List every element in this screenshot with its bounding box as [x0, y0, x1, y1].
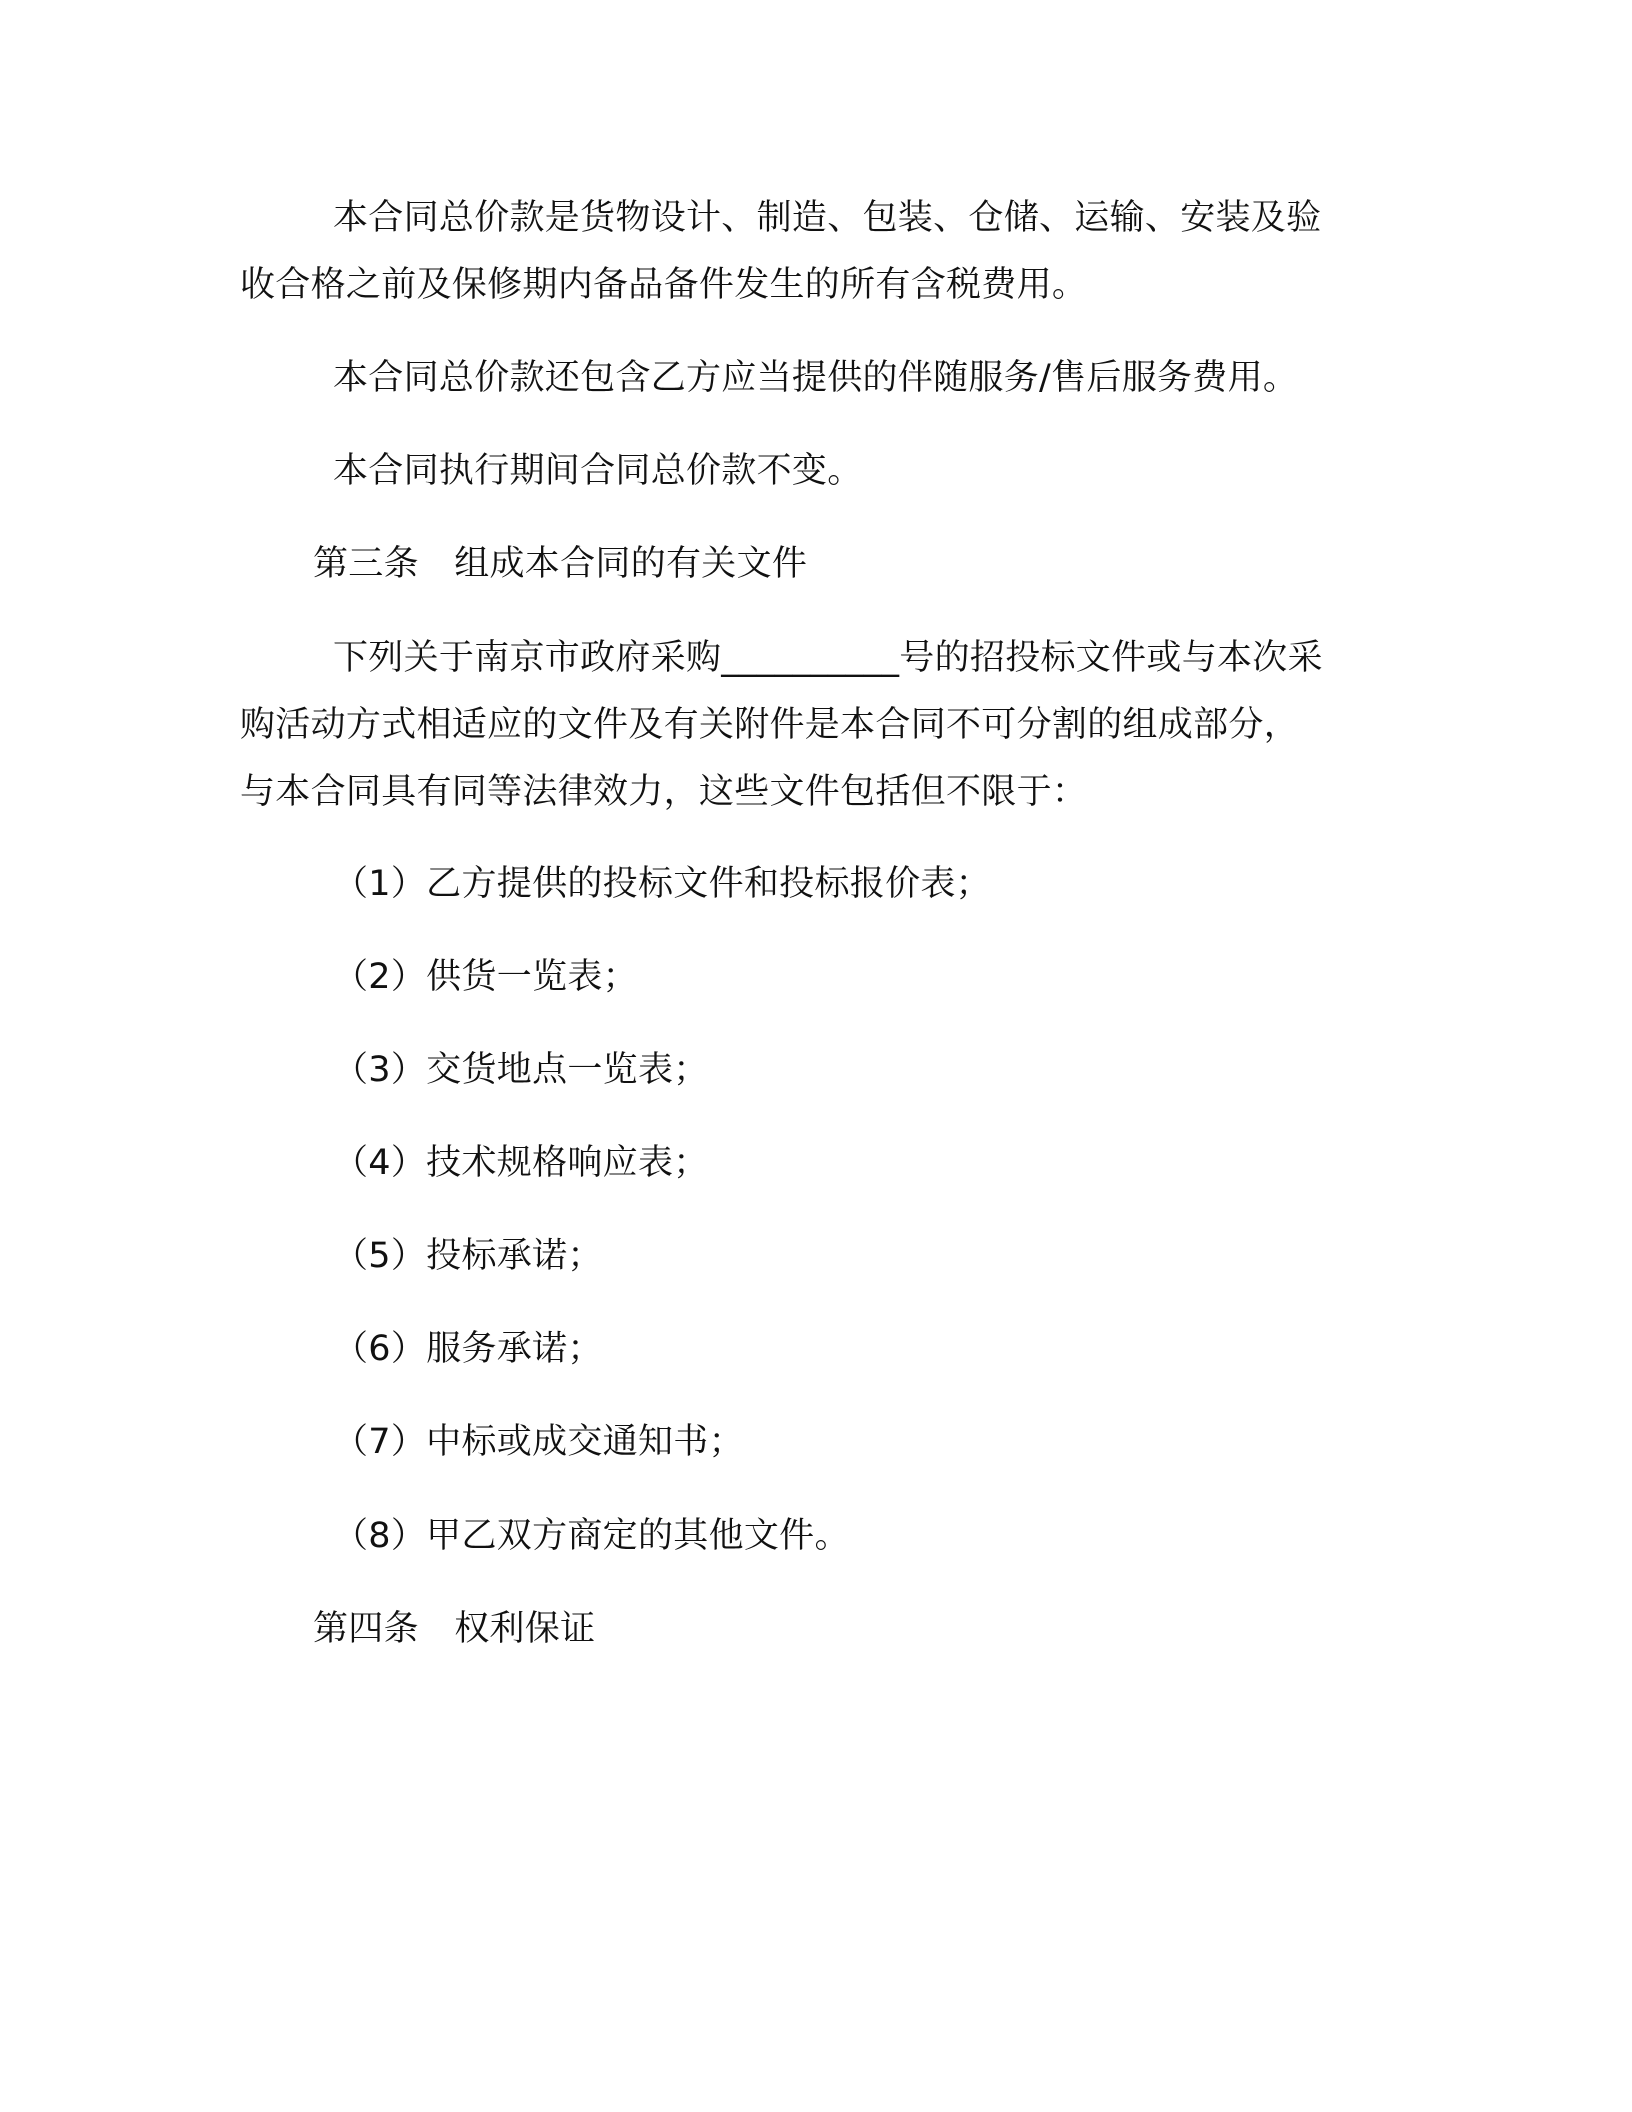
list-item: （2）供货一览表； [333, 957, 638, 997]
paragraph-line: 本合同总价款是货物设计、制造、包装、仓储、运输、安装及验 [333, 198, 1322, 238]
list-item: （7）中标或成交通知书； [333, 1422, 744, 1462]
paragraph-line: 购活动方式相适应的文件及有关附件是本合同不可分割的组成部分， [240, 705, 1300, 745]
paragraph-line: 收合格之前及保修期内备品备件发生的所有含税费用。 [240, 265, 1088, 305]
list-item: （4）技术规格响应表； [333, 1143, 709, 1183]
article-heading: 第三条 组成本合同的有关文件 [313, 544, 808, 584]
list-item: （5）投标承诺； [333, 1236, 603, 1276]
paragraph-line: 本合同总价款还包含乙方应当提供的伴随服务/售后服务费用。 [333, 358, 1299, 398]
paragraph-line: 本合同执行期间合同总价款不变。 [333, 451, 863, 491]
paragraph-line: 与本合同具有同等法律效力，这些文件包括但不限于： [240, 772, 1088, 812]
list-item: （1）乙方提供的投标文件和投标报价表； [333, 864, 991, 904]
article-heading: 第四条 权利保证 [313, 1609, 596, 1649]
list-item: （6）服务承诺； [333, 1329, 603, 1369]
paragraph-line: 下列关于南京市政府采购__________号的招投标文件或与本次采 [333, 638, 1323, 678]
list-item: （8）甲乙双方商定的其他文件。 [333, 1516, 850, 1556]
list-item: （3）交货地点一览表； [333, 1050, 709, 1090]
